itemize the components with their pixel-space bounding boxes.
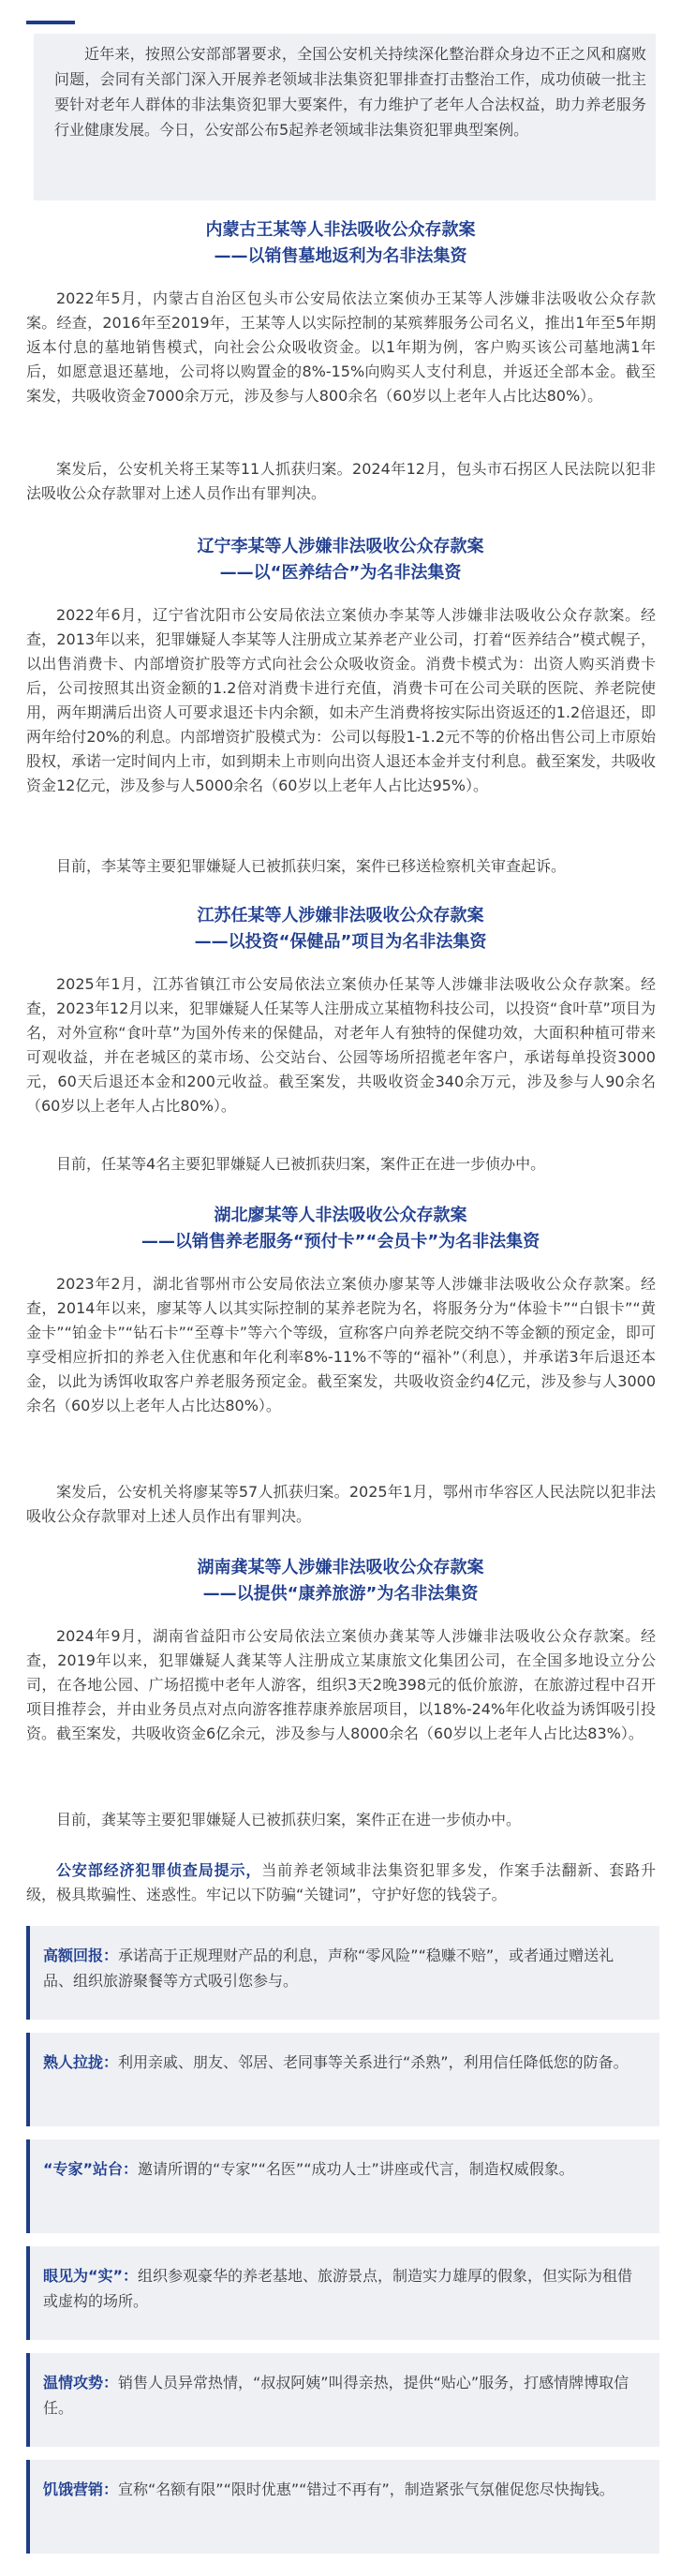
tip-heading: 高额回报： [43,1947,119,1964]
case-2-subtitle: ——以“医养结合”为名非法集资 [219,563,462,583]
case-5-subtitle: ——以提供“康养旅游”为名非法集资 [202,1584,479,1604]
tip-text [43,2050,639,2075]
tip-body: 利用亲戚、朋友、邻居、老同事等关系进行“杀熟”，利用信任降低您的防备。 [118,2053,629,2071]
case-3-para-1: 2025年1月，江苏省镇江市公安局依法立案侦办任某等人涉嫌非法吸收公众存款案。经查，2023年12月以来，犯罪嫌疑人任某等人注册成立某植物科技公司，以投资“食叶草”项目为名，对外宣称“食叶草”为国外传来的保健品，对老年人有独特的保健功效，大面积种植可带来可观收益，并在老城区的菜市场、公交站台、公园等场所招揽老年客户，承诺每单投资3000元，60天后退还本金和200元收益。截至案发，共吸收资金340余万元，涉及参与人90余名（60岁以上老年人占比80%）。 [26,975,656,1115]
intro-text: 近年来，按照公安部部署要求，全国公安机关持续深化整治群众身边不正之风和腐败问题，会同有关部门深入开展养老领域非法集资犯罪排查打击整治工作，成功侦破一批主要针对老年人群体的非法集资犯罪大要案件，有力维护了老年人合法权益，助力养老服务行业健康发展。今日，公安部公布5起养老领域非法集资犯罪典型案例。 [54,45,646,139]
case-3-para-2: 目前，任某等4名主要犯罪嫌疑人已被抓获归案，案件正在进一步侦办中。 [56,1155,546,1173]
tip-text [43,2156,639,2182]
tip-box-high-return [26,1926,659,2020]
case-1-para-1: 2022年5月，内蒙古自治区包头市公安局依法立案侦办王某等人涉嫌非法吸收公众存款案。经查，2016年至2019年，王某等人以实际控制的某殡葬服务公司名义，推出1年至5年期返本付息的墓地销售模式，向社会公众吸收资金。以1年期为例，客户购买该公司墓地满1年后，如愿意退还墓地，公司将以购置金的8%-15%向购买人支付利息，并返还全部本金。截至案发，共吸收资金7000余万元，涉及参与人800余名（60岁以上老年人占比达80%）。 [26,289,656,405]
reminder-paragraph [26,1858,656,1907]
tip-body: 组织参观豪华的养老基地、旅游景点，制造实力雄厚的假象，但实际为租借或虚构的场所。 [43,2267,633,2310]
intro-accent-bar [26,21,75,24]
case-5-para-2: 目前，龚某等主要犯罪嫌疑人已被抓获归案，案件正在进一步侦办中。 [56,1811,522,1828]
case-2-para-1: 2022年6月，辽宁省沈阳市公安局依法立案侦办李某等人涉嫌非法吸收公众存款案。经查，2013年以来，犯罪嫌疑人李某等人注册成立某养老产业公司，打着“医养结合”模式幌子，以出售消费卡、内部增资扩股等方式向社会公众吸收资金。消费卡模式为：出资人购买消费卡后，公司按照其出资金额的1.2倍对消费卡进行充值，消费卡可在公司关联的医院、养老院使用，两年期满后出资人可要求退还卡内余额，如未产生消费将按实际出资返还的1.2倍退还，即两年给付20%的利息。内部增资扩股模式为：公司以每股1-1.2元不等的价格出售公司上市原始股权，承诺一定时间内上市，如到期未上市则向出资人退还本金并支付利息。截至案发，共吸收资金12亿元，涉及参与人5000余名（60岁以上老年人占比达95%）。 [26,606,657,794]
tip-box-hunger-marketing [26,2460,659,2554]
case-2-title: 辽宁李某等人涉嫌非法吸收公众存款案 [197,537,484,556]
tip-body: 承诺高于正规理财产品的利息，声称“零风险”“稳赚不赔”，或者通过赠送礼品、组织旅游聚餐等方式吸引您参与。 [43,1947,614,1990]
tip-box-expert [26,2139,659,2233]
reminder-text: 当前养老领域非法集资犯罪多发，作案手法翻新、套路升级，极具欺骗性、迷惑性。牢记以下防骗“关键词”，守护好您的钱袋子。 [26,1861,656,1903]
case-4-para-2: 案发后，公安机关将廖某等57人抓获归案。2025年1月，鄂州市华容区人民法院以犯非法吸收公众存款罪对上述人员作出有罪判决。 [26,1483,656,1525]
case-4-subtitle: ——以销售养老服务“预付卡”“会员卡”为名非法集资 [141,1232,540,1251]
tip-box-seeing-believing [26,2246,659,2340]
reminder-lead: 公安部经济犯罪侦查局提示， [56,1861,262,1879]
tip-body: 邀请所谓的“专家”“名医”“成功人士”讲座或代言，制造权威假象。 [138,2160,574,2178]
case-4-para-1: 2023年2月，湖北省鄂州市公安局依法立案侦办廖某等人涉嫌非法吸收公众存款案。经查，2014年以来，廖某等人以其实际控制的某养老院为名，将服务分为“体验卡”“白银卡”“黄金卡”“铂金卡”“钻石卡”“至尊卡”等六个等级，宣称客户向养老院交纳不等金额的预定金，即可享受相应折扣的养老入住优惠和年化利率8%-11%不等的“福补”（利息），并承诺3年后退还本金，以此为诱饵收取客户养老服务预定金。截至案发，共吸收资金约4亿元，涉及参与人3000余名（60岁以上老年人占比达80%）。 [26,1275,656,1414]
case-4-title: 湖北廖某等人非法吸收公众存款案 [214,1206,467,1225]
case-5-para-1: 2024年9月，湖南省益阳市公安局依法立案侦办龚某等人涉嫌非法吸收公众存款案。经查，2019年以来，犯罪嫌疑人龚某等人注册成立某康旅文化集团公司，在全国多地设立分公司，在各地公园、广场招揽中老年人游客，组织3天2晚398元的低价旅游，在旅游过程中召开项目推荐会，并由业务员点对点向游客推荐康养旅居项目，以18%-24%年化收益为诱饵吸引投资。截至案发，共吸收资金6亿余元，涉及参与人8000余名（60岁以上老年人占比达83%）。 [26,1627,656,1742]
tip-box-acquaintance [26,2033,659,2126]
tip-body: 宣称“名额有限”“限时优惠”“错过不再有”，制造紧张气氛催促您尽快掏钱。 [118,2480,614,2498]
case-3-subtitle: ——以投资“保健品”项目为名非法集资 [194,932,487,952]
case-1-title: 内蒙古王某等人非法吸收公众存款案 [205,220,476,240]
tip-text [43,2477,639,2502]
case-1-subtitle: ——以销售墓地返利为名非法集资 [214,246,467,266]
tip-heading: 熟人拉拢： [43,2053,119,2071]
tip-body: 销售人员异常热情，“叔叔阿姨”叫得亲热，提供“贴心”服务，打感情牌博取信任。 [43,2374,629,2417]
intro-box [34,34,656,200]
case-2-para-2: 目前，李某等主要犯罪嫌疑人已被抓获归案，案件已移送检察机关审查起诉。 [56,857,567,875]
tip-text [43,2370,639,2421]
tip-heading: “专家”站台： [43,2160,139,2178]
case-3-title: 江苏任某等人涉嫌非法吸收公众存款案 [197,906,484,925]
tip-heading: 饥饿营销： [43,2480,119,2498]
case-5-title: 湖南龚某等人涉嫌非法吸收公众存款案 [197,1558,484,1577]
tip-text [43,1943,639,1993]
tip-box-warmth [26,2353,659,2447]
case-1-para-2: 案发后，公安机关将王某等11人抓获归案。2024年12月，包头市石拐区人民法院以犯非法吸收公众存款罪对上述人员作出有罪判决。 [26,460,656,502]
tip-heading: 温情攻势： [43,2374,119,2391]
tip-text [43,2263,639,2314]
tip-heading: 眼见为“实”： [43,2267,139,2285]
